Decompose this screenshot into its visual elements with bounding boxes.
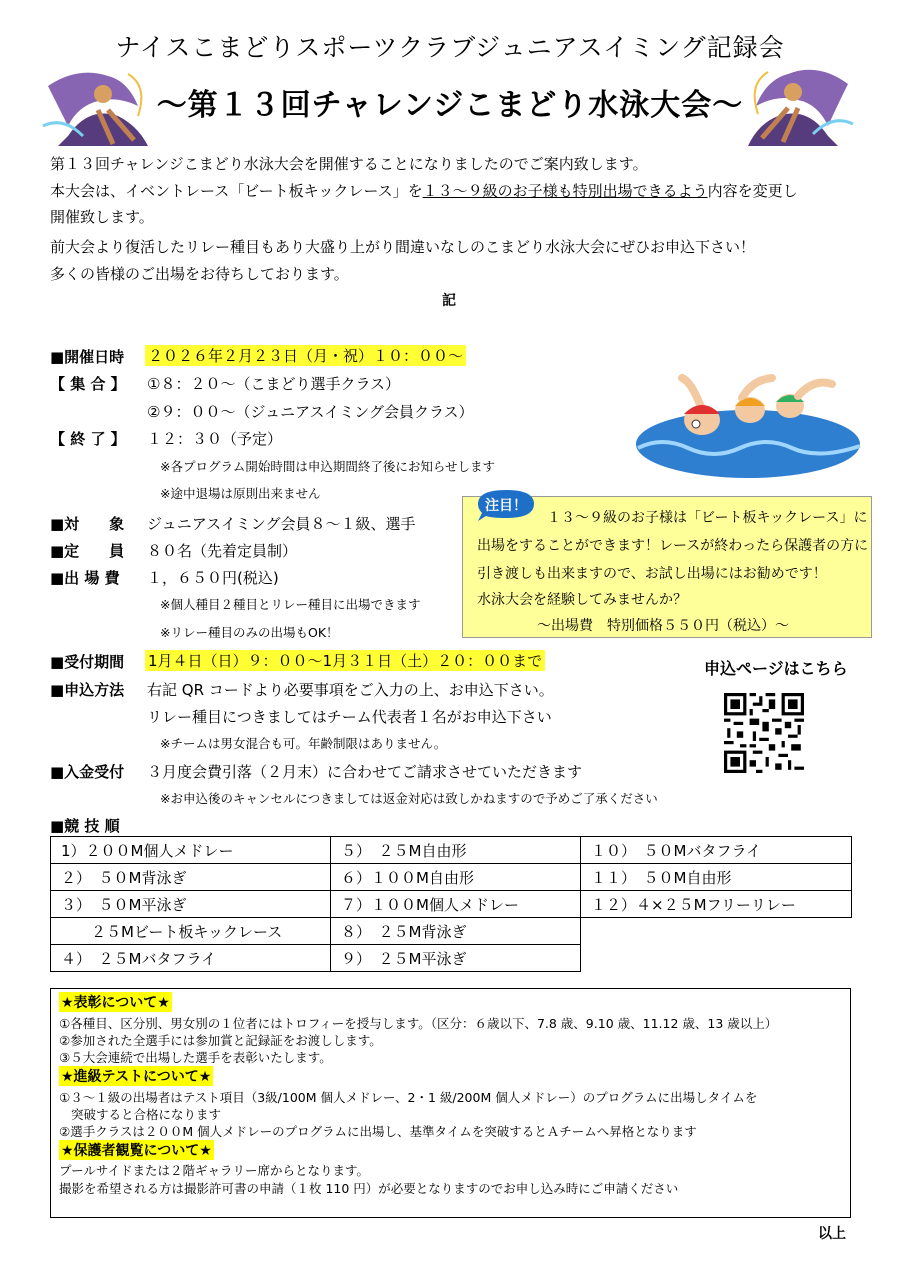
note: ※個人種目２種目とリレー種目に出場できます [160,597,421,612]
note: ※各プログラム開始時間は申込期間終了後にお知らせします [160,459,495,474]
payment-value: ３月度会費引落（２月末）に合わせてご請求させていただきます [147,763,583,781]
event-cell: １２）４×２５Mフリーリレー [581,891,852,918]
event-cell: 1）２００M個人メドレー [51,837,331,864]
info-line: ①３～１級の出場者はテスト項目（3級/100M 個人メドレー、2・1 級/200M 個人メドレー）のプログラムに出場しタイムを [59,1090,758,1105]
section-heading: ★進級テストについて★ [59,1066,213,1086]
qr-code[interactable] [724,693,804,773]
event-cell: ３） ５０M平泳ぎ [51,891,331,918]
event-title: ～第１３回チャレンジこまどり水泳大会～ [156,88,744,123]
callout-line: １３～９級のお子様は「ビート板キックレース」に [547,510,868,526]
fee-label: ■出 場 費 [50,569,120,587]
info-line: ①各種目、区分別、男女別の１位者にはトロフィーを授与します。（区分：６歳以下、7.8 歳、9.10 歳、11.12 歳、13 歳以上） [59,1016,778,1031]
info-box [50,988,851,1218]
gather-label: 【 集 合 】 [50,375,126,393]
capacity-value: ８０名（先着定員制） [147,542,298,560]
capacity-label: ■定 員 [50,542,125,560]
badge-text: 注目！ [485,498,527,514]
qr-label: 申込ページはこちら [704,659,848,678]
intro-line: 第１３回チャレンジこまどり水泳大会を開催することになりましたのでご案内致します。 [50,155,648,173]
end-label: 【 終 了 】 [50,430,126,448]
order-label: ■競 技 順 [50,817,120,835]
info-line: ②選手クラスは２００M 個人メドレーのプログラムに出場し、基準タイムを突破するとＡチームへ昇格となります [59,1124,697,1139]
note: ※お申込後のキャンセルにつきましては返金対応は致しかねますので予めご了承ください [160,791,658,806]
event-cell: ２） ５０M背泳ぎ [51,864,331,891]
note: ※途中退場は原則出来ません [160,486,321,501]
callout-line: ～出場費 特別価格５５０円（税込）～ [537,618,789,634]
event-cell: １０） ５０Mバタフライ [581,837,852,864]
info-line: 撮影を希望される方は撮影許可書の申請（１枚 110 円）が必要となりますのでお申し込み時にご申請ください [59,1181,679,1196]
info-line: 突破すると合格になります [71,1107,222,1122]
event-cell: ８） ２５M背泳ぎ [331,918,581,945]
info-line: ③５大会連続で出場した選手を表彰いたします。 [59,1050,332,1065]
date-label: ■開催日時 [50,348,125,366]
attention-badge [474,488,538,522]
end-value: １２：３０（予定） [147,430,283,448]
info-line: プールサイドまたは２階ギャラリー席からとなります。 [59,1163,370,1178]
info-line: ②参加された全選手には参加賞と記録証をお渡しします。 [59,1033,382,1048]
event-cell: ９） ２５M平泳ぎ [331,945,581,972]
event-cell: ６）１００M自由形 [331,864,581,891]
intro-line: 多くの皆様のご出場をお待ちしております。 [50,265,349,283]
callout-line: 水泳大会を経験してみませんか？ [477,592,687,608]
event-order-table [50,836,852,972]
target-label: ■対 象 [50,515,125,533]
method-line: 右記 QR コードより必要事項をご入力の上、お申込下さい。 [147,681,554,699]
intro-line: 開催致します。 [50,208,154,226]
event-cell: １１） ５０M自由形 [581,864,852,891]
period-label: ■受付期間 [50,653,125,671]
intro-line: 前大会より復活したリレー種目もあり大盛り上がり間違いなしのこまどり水泳大会にぜひお申込下さい！ [50,238,756,256]
underlined-text: １３～９級のお子様も特別出場できるよう [422,182,708,200]
gather-time-2: ②９：００～（ジュニアスイミング会員クラス） [147,403,474,421]
ki-marker: 記 [442,293,456,309]
fee-value: １，６５０円(税込) [147,569,279,587]
header-title: ナイスこまどりスポーツクラブジュニアスイミング記録会 [115,33,785,62]
end-mark: 以上 [818,1226,846,1242]
event-cell: ５） ２５M自由形 [331,837,581,864]
period-value: 1月４日（日）９：００～1月３１日（土）２０：００まで [145,650,545,671]
intro-line: 本大会は、イベントレース「ビート板キックレース」を１３～９級のお子様も特別出場できるよう内容を変更し [50,182,798,200]
note: ※リレー種目のみの出場もOK！ [160,625,339,640]
method-line: リレー種目につきましてはチーム代表者１名がお申込下さい [147,708,552,726]
callout-line: 引き渡しも出来ますので、お試し出場にはお勧めです！ [477,566,827,582]
note: ※チームは男女混合も可。年齢制限はありません。 [160,736,447,751]
section-heading: ★保護者観覧について★ [59,1140,214,1160]
event-cell: ７）１００M個人メドレー [331,891,581,918]
event-cell: ４） ２５Mバタフライ [51,945,331,972]
kids-swimming-illustration [632,374,864,486]
event-cell: ２５Mビート板キックレース [51,918,331,945]
callout-line: 出場をすることができます！レースが終わったら保護者の方に [477,538,869,554]
gather-time-1: ①８：２０～（こまどり選手クラス） [147,375,400,393]
section-heading: ★表彰について★ [59,992,172,1012]
method-label: ■申込方法 [50,681,125,699]
target-value: ジュニアスイミング会員８～１級、選手 [147,515,416,533]
date-value: ２０２６年２月２３日（月・祝）１０：００～ [145,345,466,366]
payment-label: ■入金受付 [50,763,125,781]
